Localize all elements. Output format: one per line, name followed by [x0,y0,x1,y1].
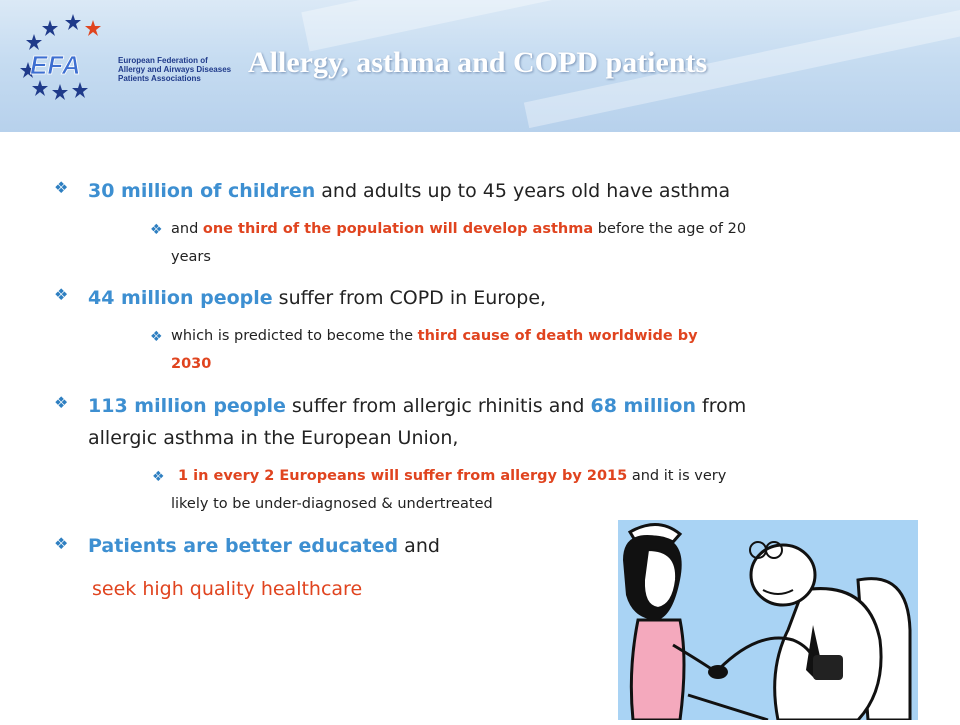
list-item: 30 million of children and adults up to 45 years old have asthma [88,180,731,202]
diamond-bullet-icon: ❖ [150,221,163,237]
diamond-bullet-icon: ❖ [54,287,69,304]
list-item-continuation: years [171,249,211,265]
list-item-continuation: seek high quality healthcare [92,578,363,600]
list-item-continuation: allergic asthma in the European Union, [88,427,459,449]
diamond-bullet-icon: ❖ [150,328,163,344]
diamond-bullet-icon: ❖ [54,395,69,412]
list-item: Patients are better educated and [88,535,440,557]
nurse-patient-illustration-icon [618,520,918,720]
diamond-bullet-icon: ❖ [54,536,69,553]
efa-org-name: European Federation of Allergy and Airways Diseases Patients Associations [118,56,232,83]
clipart-illustration [618,520,918,720]
list-item: and one third of the population will develop asthma before the age of 20 [171,221,747,237]
diamond-bullet-icon: ❖ [54,180,69,197]
list-item: 44 million people suffer from COPD in Europe, [88,287,547,309]
list-item: 1 in every 2 Europeans will suffer from allergy by 2015 and it is very [178,468,727,484]
diamond-bullet-icon: ❖ [152,468,165,484]
list-item: which is predicted to become the third cause of death worldwide by [171,328,698,344]
efa-letters: EFA [30,50,81,80]
list-item-continuation: 2030 [171,356,212,372]
list-item: 113 million people suffer from allergic rhinitis and 68 million from [88,395,747,417]
slide-title: Allergy, asthma and COPD patients [248,46,708,79]
list-item-continuation: likely to be under-diagnosed & undertreated [171,496,493,512]
